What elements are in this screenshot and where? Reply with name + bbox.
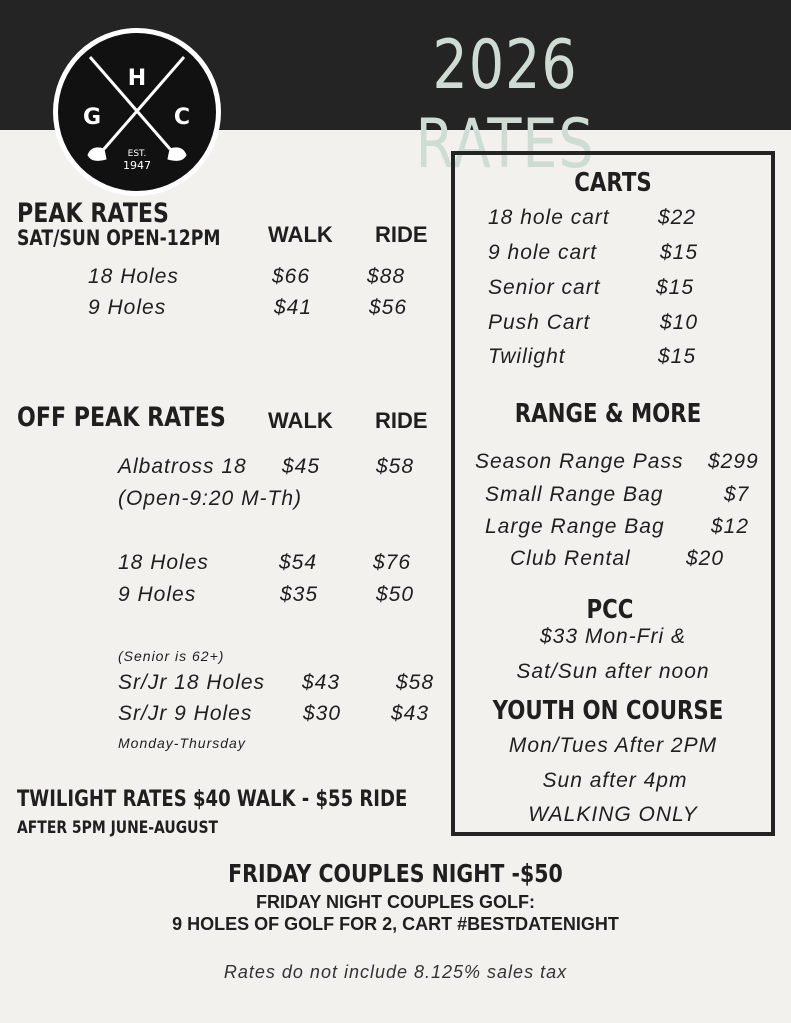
pcc-line2: Sat/Sun after noon — [516, 660, 710, 683]
youth-line2: Sun after 4pm — [542, 769, 688, 792]
senior-days: Monday-Thursday — [118, 735, 246, 751]
peak-row-label: 18 Holes — [88, 265, 179, 288]
senior-row-label: Sr/Jr 18 Holes — [118, 671, 266, 694]
peak-row-walk: $66 — [272, 265, 311, 288]
couples-line1: FRIDAY NIGHT COUPLES GOLF: — [255, 892, 536, 912]
cart-row-label: Senior cart — [488, 276, 601, 299]
peak-ride-header: RIDE — [375, 222, 428, 247]
peak-walk-header: WALK — [268, 222, 333, 247]
senior-row-ride: $58 — [396, 671, 435, 694]
youth-title: YOUTH ON COURSE — [492, 696, 724, 726]
youth-line3: WALKING ONLY — [528, 803, 698, 826]
peak-row-ride: $56 — [369, 296, 408, 319]
offpeak-ride-header: RIDE — [375, 408, 428, 433]
range-row-label: Small Range Bag — [485, 483, 664, 506]
albatross-label: Albatross 18 — [118, 455, 247, 478]
cart-row-price: $15 — [658, 345, 697, 368]
senior-note: (Senior is 62+) — [118, 648, 225, 664]
cart-row-label: Push Cart — [488, 311, 591, 334]
offpeak-row-ride: $76 — [373, 551, 412, 574]
albatross-ride: $58 — [376, 455, 415, 478]
senior-row-walk: $30 — [303, 702, 342, 725]
carts-title: CARTS — [574, 168, 652, 198]
senior-row-label: Sr/Jr 9 Holes — [118, 702, 253, 725]
cart-row-price: $15 — [656, 276, 695, 299]
cart-row-price: $22 — [658, 206, 697, 229]
range-row-price: $12 — [711, 515, 750, 538]
range-row-price: $7 — [724, 483, 750, 506]
peak-title: PEAK RATES — [17, 198, 169, 229]
youth-line1: Mon/Tues After 2PM — [508, 734, 718, 757]
offpeak-row-ride: $50 — [376, 583, 415, 606]
logo-letter-c: C — [173, 105, 191, 130]
couples-title: FRIDAY COUPLES NIGHT -$50 — [228, 859, 563, 888]
page-title: 2026 RATES — [415, 26, 595, 184]
offpeak-row-walk: $35 — [280, 583, 319, 606]
senior-row-walk: $43 — [302, 671, 341, 694]
range-row-label: Season Range Pass — [475, 450, 684, 473]
twilight-season: AFTER 5PM JUNE-AUGUST — [17, 818, 219, 838]
albatross-walk: $45 — [282, 455, 321, 478]
range-title: RANGE & MORE — [514, 399, 702, 429]
logo-letter-h: H — [127, 66, 147, 91]
senior-row-ride: $43 — [391, 702, 430, 725]
range-row-price: $299 — [708, 450, 759, 473]
cart-row-price: $10 — [660, 311, 699, 334]
logo-letter-g: G — [82, 105, 102, 130]
pcc-title: PCC — [586, 595, 634, 625]
offpeak-row-label: 18 Holes — [118, 551, 209, 574]
albatross-note: (Open-9:20 M-Th) — [118, 487, 303, 510]
twilight-rates: TWILIGHT RATES $40 WALK - $55 RIDE — [17, 787, 408, 812]
cart-row-label: Twilight — [488, 345, 566, 368]
tax-note: Rates do not include 8.125% sales tax — [223, 962, 568, 982]
peak-row-label: 9 Holes — [88, 296, 167, 319]
offpeak-walk-header: WALK — [268, 408, 333, 433]
peak-subtitle: SAT/SUN OPEN-12PM — [17, 226, 221, 250]
range-row-label: Club Rental — [510, 547, 631, 570]
cart-row-label: 9 hole cart — [488, 241, 598, 264]
pcc-line1: $33 Mon-Fri & — [539, 625, 687, 648]
offpeak-row-label: 9 Holes — [118, 583, 197, 606]
logo-est-year: 1947 — [123, 159, 151, 172]
club-logo — [52, 27, 222, 197]
range-row-price: $20 — [686, 547, 725, 570]
couples-line2: 9 HOLES OF GOLF FOR 2, CART #BESTDATENIGHT — [172, 914, 619, 934]
cart-row-label: 18 hole cart — [488, 206, 610, 229]
logo-est-label: EST. — [127, 149, 147, 159]
peak-row-ride: $88 — [367, 265, 406, 288]
cart-row-price: $15 — [660, 241, 699, 264]
range-row-label: Large Range Bag — [485, 515, 665, 538]
offpeak-row-walk: $54 — [279, 551, 318, 574]
offpeak-title: OFF PEAK RATES — [17, 402, 226, 433]
peak-row-walk: $41 — [274, 296, 313, 319]
